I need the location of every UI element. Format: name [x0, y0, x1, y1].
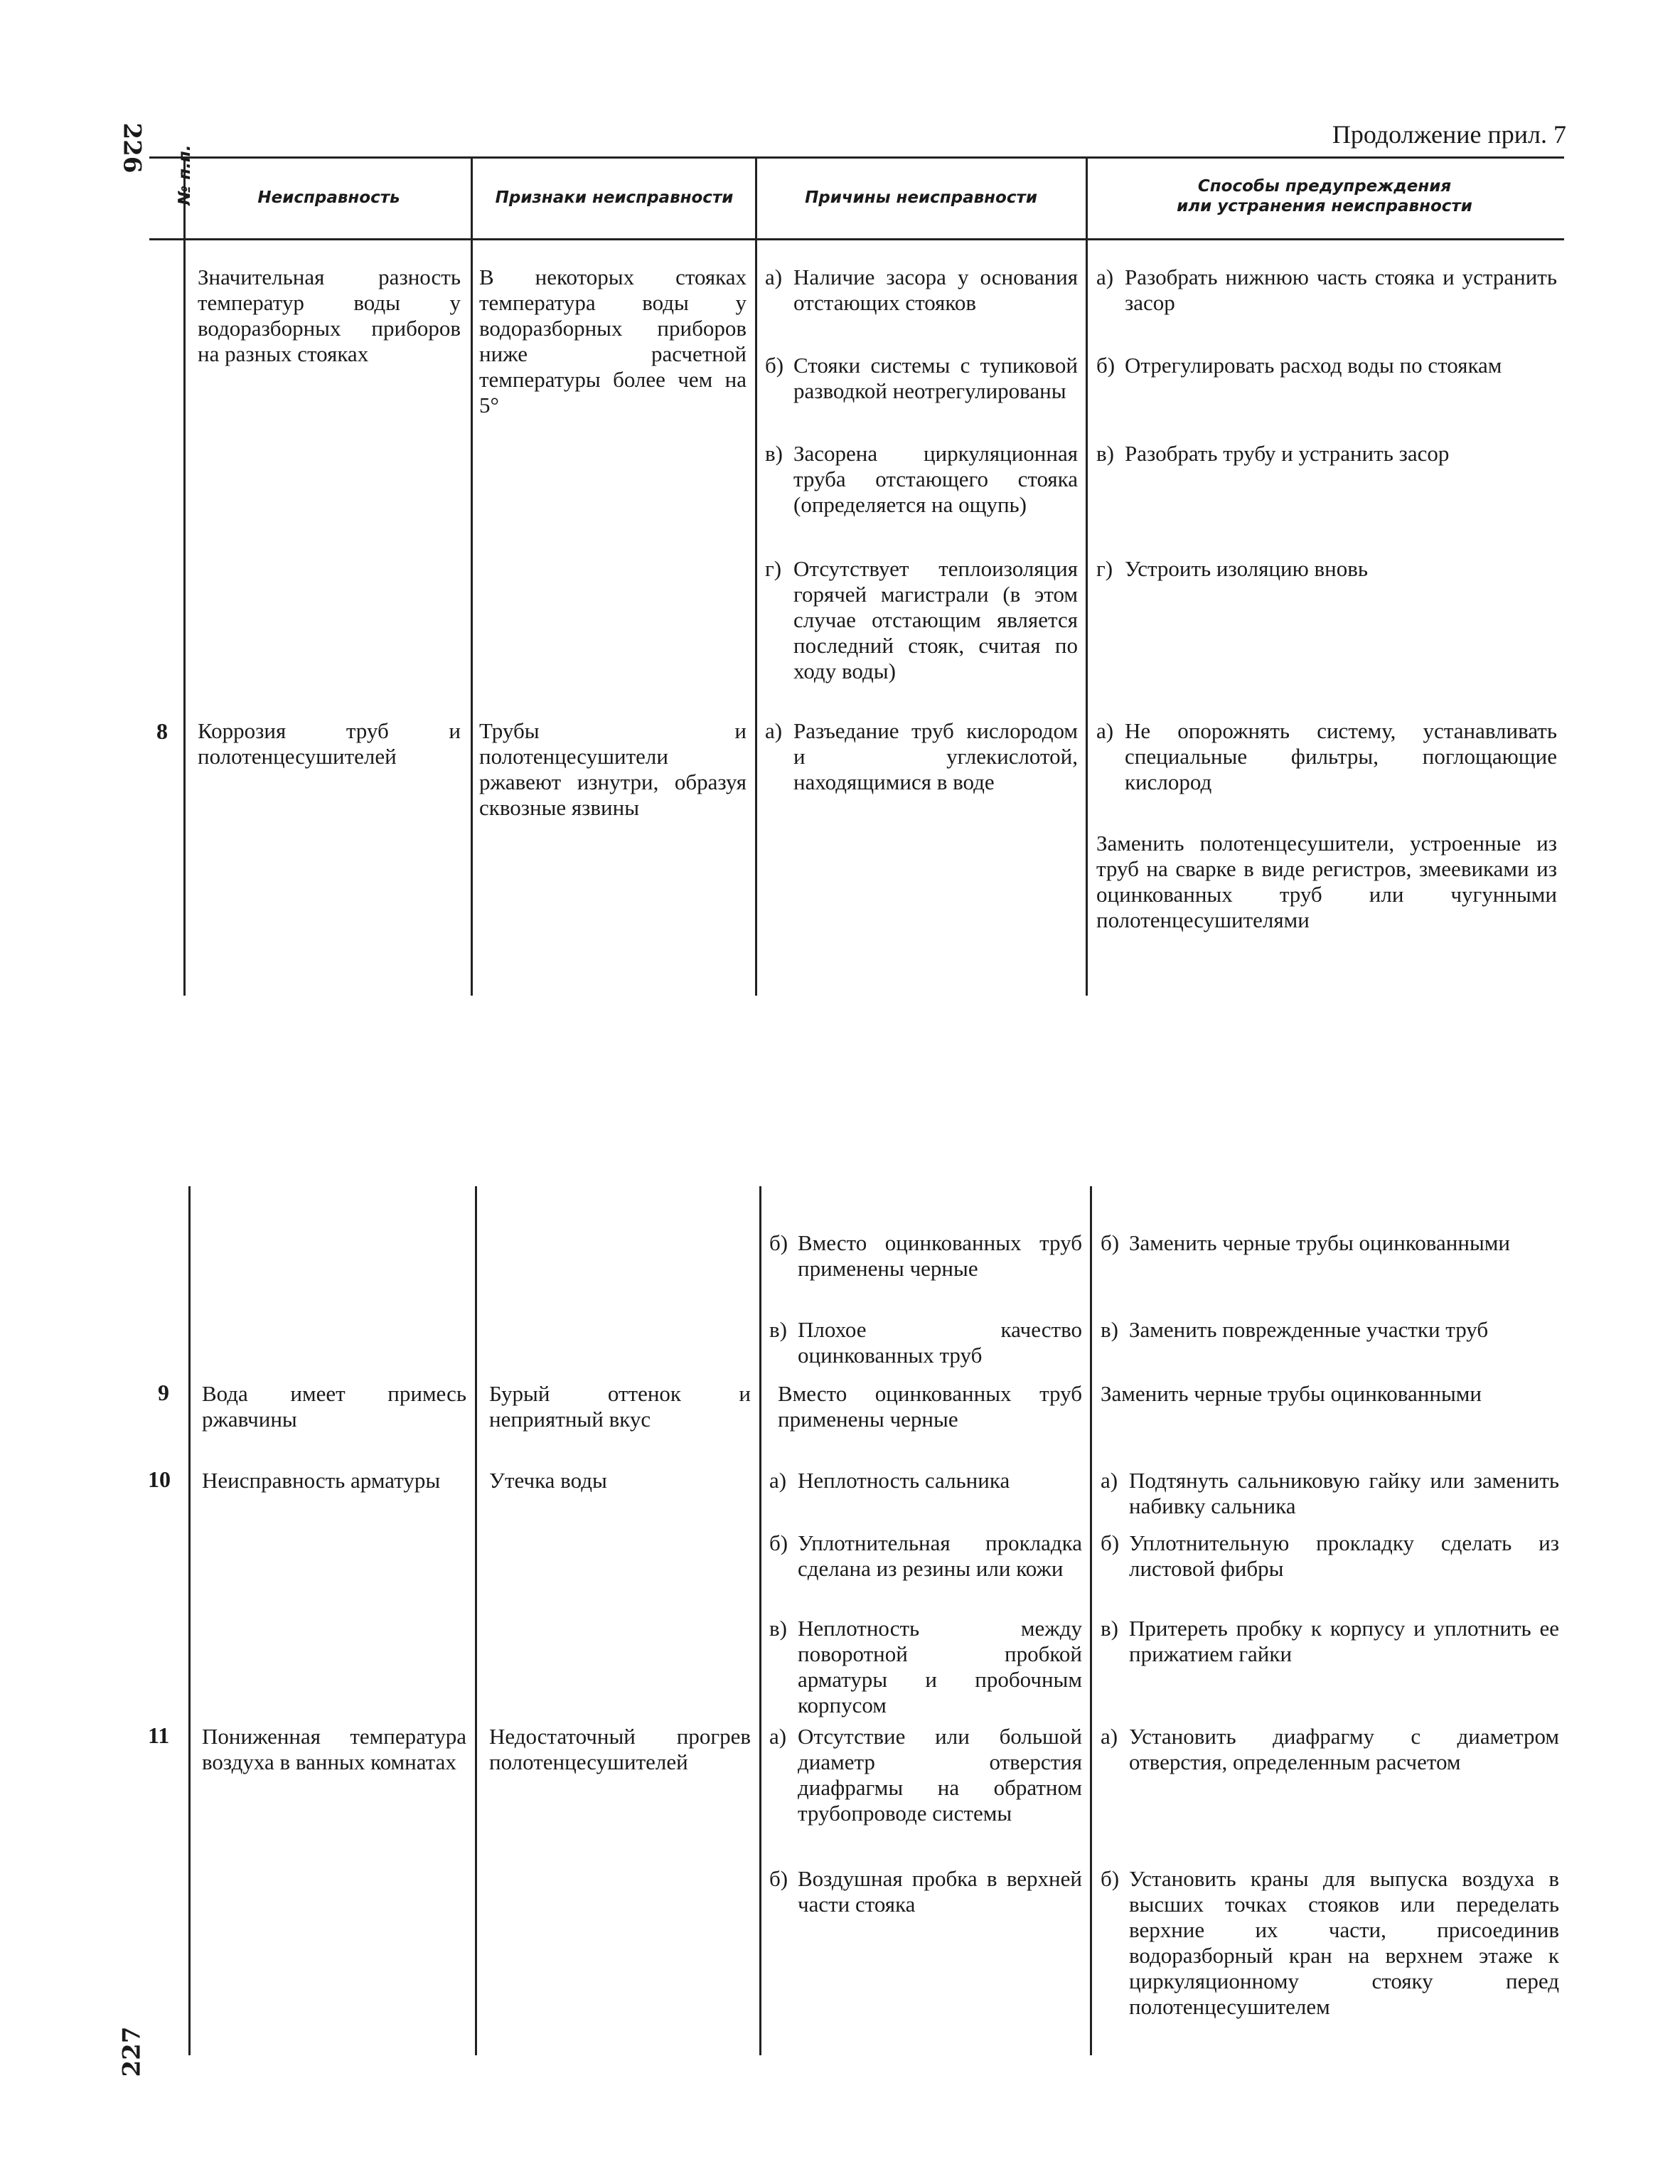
cause-text: Наличие засора у основания отстающих стояков [793, 265, 1078, 315]
remedy-label: а) [1101, 1468, 1118, 1493]
remedy-text: Заменить черные трубы оцинкованными [1129, 1230, 1510, 1255]
fault-cell: Пониженная температура воздуха в ванных комнатах [202, 1724, 466, 1774]
fault-cell: Вода имеет примесь ржавчины [202, 1381, 466, 1432]
remedy-item [1101, 1230, 1559, 1256]
cause-label: г) [765, 556, 782, 581]
col-divider-3 [755, 158, 757, 996]
remedy-label: а) [1096, 265, 1114, 289]
cause-item [769, 1468, 1082, 1493]
remedy-text: Притереть пробку к корпусу и уплотнить ее прижатием гайки [1129, 1616, 1559, 1666]
remedy-label: б) [1101, 1230, 1120, 1255]
header-fault: Неисправность [257, 188, 400, 207]
cause-text: Вместо оцинкованных труб применены черные [798, 1230, 1082, 1281]
cause-text: Уплотнительная прокладка сделана из резины или кожи [798, 1530, 1082, 1581]
remedy-text: Подтянуть сальниковую гайку или заменить набивку сальника [1129, 1468, 1559, 1518]
row-number: 8 [156, 718, 168, 744]
remedy-item [1096, 556, 1557, 582]
col-divider-2 [475, 1186, 477, 2055]
cause-item [769, 1724, 1082, 1826]
header-num: № п.п. [176, 144, 194, 206]
cause-label: а) [765, 265, 783, 289]
cause-label: в) [765, 441, 783, 466]
remedy-text: Уплотнительную прокладку сделать из листовой фибры [1129, 1530, 1559, 1581]
cause-label: а) [769, 1468, 787, 1493]
cause-label: а) [769, 1724, 787, 1749]
cause-item [765, 265, 1078, 316]
fault-cell: Коррозия труб и полотенцесушителей [198, 718, 461, 769]
remedy-item [1096, 265, 1557, 316]
remedy-item [1101, 1530, 1559, 1582]
col-divider-4 [1086, 158, 1088, 996]
remedy-text: Установить краны для выпуска воздуха в высших точках стояков или переделать верхние их части, присоединив водоразборный кран на верхнем этаже к циркуляционному стояку перед полотенцесушителем [1129, 1866, 1559, 2019]
signs-cell: В некоторых стояках температура воды у водоразборных приборов ниже расчетной температуры более чем на 5° [479, 265, 747, 417]
cause-label: в) [769, 1616, 787, 1641]
cause-item [769, 1530, 1082, 1582]
header-causes: Причины неисправности [805, 188, 1037, 207]
cause-item [765, 556, 1078, 684]
remedy-item [1101, 1866, 1559, 2020]
remedy-label: б) [1101, 1866, 1120, 1891]
remedy-text: Заменить полотенцесушители, устроенные из труб на сварке в виде регистров, змеевиками из оцинкованных труб или чугунными полотенцесушителями [1096, 831, 1557, 932]
cause-item [778, 1381, 1082, 1432]
cause-text: Неплотность между поворотной пробкой арматуры и пробочным корпусом [798, 1616, 1082, 1717]
cause-label: б) [765, 353, 784, 378]
remedy-item [1096, 831, 1557, 933]
row-number: 10 [148, 1466, 171, 1492]
cause-item [765, 353, 1078, 404]
cause-item [769, 1866, 1082, 1917]
remedy-label: б) [1101, 1530, 1120, 1555]
signs-cell: Утечка воды [489, 1468, 607, 1493]
cause-label: а) [765, 718, 783, 743]
cause-item [765, 441, 1078, 518]
remedy-label: а) [1096, 718, 1114, 743]
remedy-text: Заменить черные трубы оцинкованными [1101, 1381, 1482, 1406]
remedy-text: Установить диафрагму с диаметром отверстия, определенным расчетом [1129, 1724, 1559, 1774]
cause-text: Вместо оцинкованных труб применены черные [778, 1381, 1082, 1432]
cause-text: Отсутствие или большой диаметр отверстия диафрагмы на обратном трубопроводе системы [798, 1724, 1082, 1826]
cause-text: Разъедание труб кислородом и углекислотой, находящимися в воде [793, 718, 1078, 794]
cause-item [769, 1616, 1082, 1718]
col-divider-1 [183, 158, 186, 996]
table-top-rule [149, 156, 1564, 159]
col-divider-2 [471, 158, 473, 996]
remedy-text: Разобрать нижнюю часть стояка и устранить засор [1125, 265, 1557, 315]
remedy-label: б) [1096, 353, 1115, 378]
col-divider-4 [1090, 1186, 1092, 2055]
remedy-label: в) [1101, 1317, 1118, 1342]
header-remedy [1090, 176, 1559, 216]
remedy-text: Устроить изоляцию вновь [1125, 556, 1368, 581]
cause-label: б) [769, 1530, 788, 1555]
signs-cell: Трубы и полотенцесушители ржавеют изнутри, образуя сквозные язвины [479, 718, 747, 820]
remedy-text: Заменить поврежденные участки труб [1129, 1317, 1489, 1342]
cause-text: Отсутствует теплоизоляция горячей магистрали (в этом случае отстающим является последний стояк, считая по ходу воды) [793, 556, 1078, 683]
continuation-title: Продолжение прил. 7 [1332, 120, 1566, 149]
remedy-item [1096, 353, 1557, 378]
row-number: 11 [148, 1722, 170, 1748]
col-divider-3 [759, 1186, 761, 2055]
signs-cell: Бурый оттенок и неприятный вкус [489, 1381, 751, 1432]
remedy-text: Разобрать трубу и устранить засор [1125, 441, 1450, 466]
cause-text: Плохое качество оцинкованных труб [798, 1317, 1082, 1368]
remedy-label: в) [1096, 441, 1114, 466]
col-divider-1 [188, 1186, 191, 2055]
row-number: 9 [158, 1380, 169, 1405]
remedy-text: Не опорожнять систему, устанавливать специальные фильтры, поглощающие кислород [1125, 718, 1557, 794]
fault-cell: Значительная разность температур воды у водоразборных приборов на разных стояках [198, 265, 461, 366]
remedy-item [1101, 1468, 1559, 1519]
remedy-label: в) [1101, 1616, 1118, 1641]
cause-text: Стояки системы с тупиковой разводкой неотрегулированы [793, 353, 1078, 403]
cause-label: в) [769, 1317, 787, 1342]
header-remedy-line2: или устранения неисправности [1177, 197, 1472, 215]
cause-text: Засорена циркуляционная труба отстающего стояка (определяется на ощупь) [793, 441, 1078, 517]
cause-item [769, 1230, 1082, 1282]
header-bottom-rule [149, 238, 1564, 240]
remedy-label: а) [1101, 1724, 1118, 1749]
fault-cell: Неисправность арматуры [202, 1468, 441, 1493]
cause-item [769, 1317, 1082, 1368]
page-number-top: 226 [117, 122, 146, 174]
remedy-item [1101, 1724, 1559, 1775]
cause-text: Воздушная пробка в верхней части стояка [798, 1866, 1082, 1917]
header-signs: Признаки неисправности [495, 188, 734, 207]
remedy-item [1096, 718, 1557, 795]
cause-label: б) [769, 1866, 788, 1891]
remedy-label: г) [1096, 556, 1113, 581]
remedy-item [1101, 1317, 1559, 1343]
cause-label: б) [769, 1230, 788, 1255]
header-remedy-line1: Способы предупреждения [1197, 177, 1452, 196]
remedy-item [1096, 441, 1557, 467]
remedy-text: Отрегулировать расход воды по стоякам [1125, 353, 1502, 378]
page-number-bottom: 227 [117, 2026, 146, 2077]
cause-item [765, 718, 1078, 795]
signs-cell: Недостаточный прогрев полотенцесушителей [489, 1724, 751, 1774]
remedy-item [1101, 1381, 1559, 1407]
remedy-item [1101, 1616, 1559, 1667]
cause-text: Неплотность сальника [798, 1468, 1010, 1493]
